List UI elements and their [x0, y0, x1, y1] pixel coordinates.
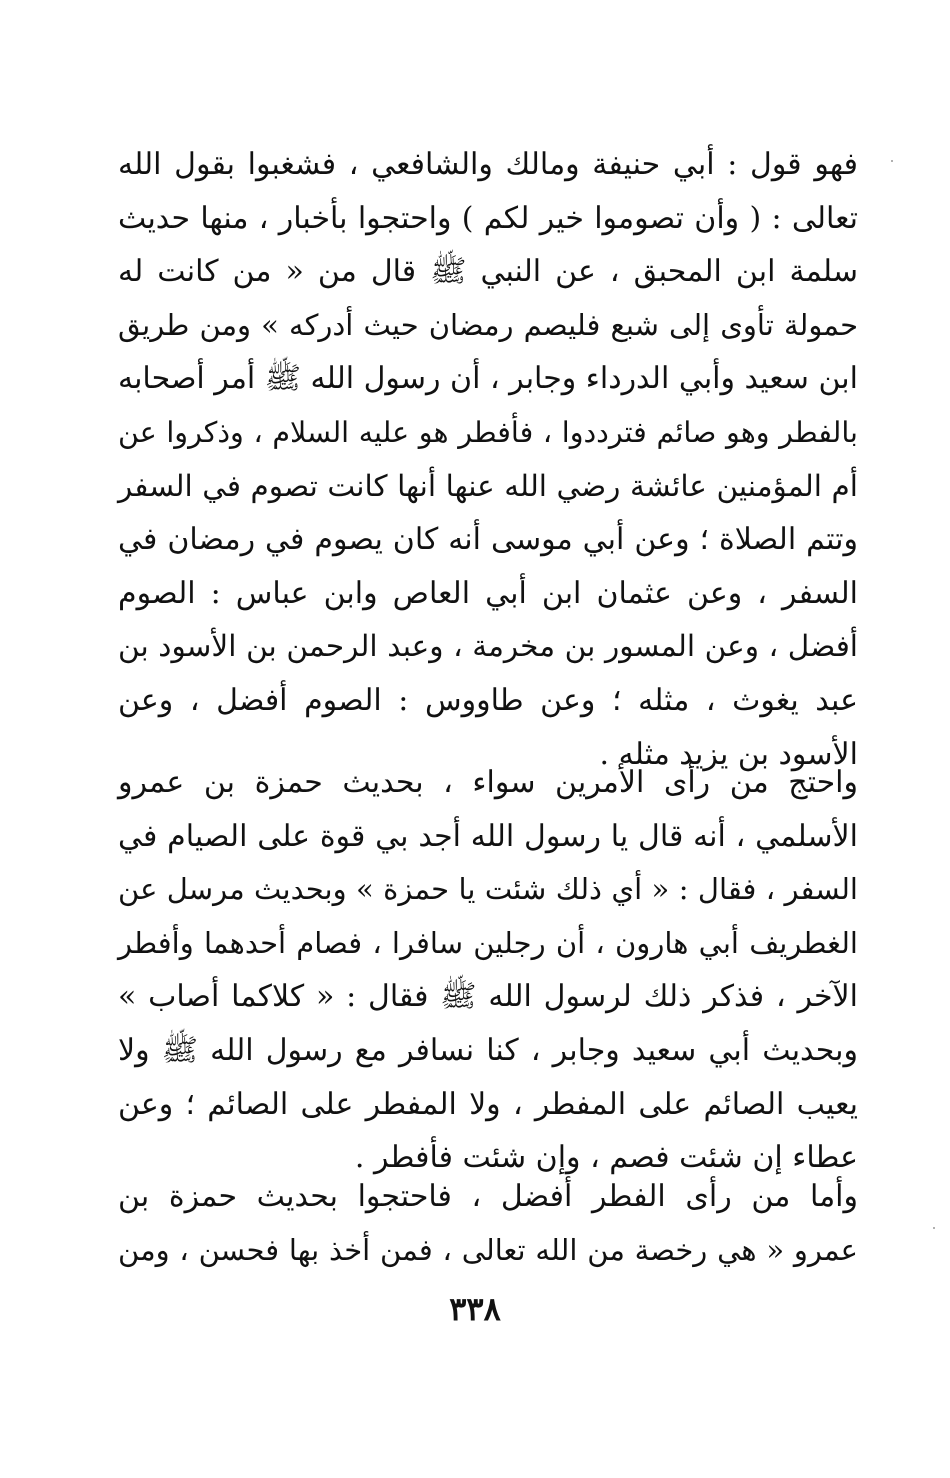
paragraph-2 [118, 756, 858, 1185]
page-number: ٣٣٨ [449, 1290, 501, 1328]
text-line: السفر ، وعن عثمان ابن أبي العاص وابن عباس : الصوم [118, 575, 858, 611]
paragraph-3 [118, 1170, 858, 1277]
text-line: الغطريف أبي هارون ، أن رجلين سافرا ، فصام أحدهما وأفطر [118, 925, 858, 960]
text-line: أم المؤمنين عائشة رضي الله عنها أنها كانت تصوم في السفر [118, 468, 858, 503]
text-line: وأما من رأى الفطر أفضل ، فاحتجوا بحديث حمزة بن [118, 1179, 858, 1214]
text-line: فهو قول : أبي حنيفة ومالك والشافعي ، فشغبوا بقول الله [118, 147, 858, 182]
scan-speck [933, 1227, 935, 1229]
paragraph-1 [118, 138, 858, 781]
text-line: سلمة ابن المحبق ، عن النبي ﷺ قال من « من كانت له [118, 254, 858, 290]
text-line: وبحديث أبي سعيد وجابر ، كنا نسافر مع رسول الله ﷺ ولا [118, 1032, 858, 1068]
text-line: عطاء إن شئت فصم ، وإن شئت فأفطر . [354, 1140, 858, 1176]
text-line: يعيب الصائم على المفطر ، ولا المفطر على الصائم ؛ وعن [118, 1086, 858, 1122]
text-line: ابن سعيد وأبي الدرداء وجابر ، أن رسول الله ﷺ أمر أصحابه [118, 361, 858, 397]
text-line: الأسود بن يزيد مثله . [599, 736, 858, 772]
text-line: السفر ، فقال : « أي ذلك شئت يا حمزة » وبحديث مرسل عن [118, 872, 858, 907]
text-line: الأسلمي ، أنه قال يا رسول الله أجد بي قوة على الصيام في [118, 818, 858, 854]
text-line: عبد يغوث ، مثله ؛ وعن طاووس : الصوم أفضل ، وعن [118, 682, 858, 718]
text-line: حمولة تأوى إلى شبع فليصم رمضان حيث أدركه » ومن طريق [118, 307, 858, 342]
text-line: عمرو « هي رخصة من الله تعالى ، فمن أخذ بها فحسن ، ومن [118, 1232, 858, 1267]
text-line: وتتم الصلاة ؛ وعن أبي موسى أنه كان يصوم في رمضان في [118, 522, 858, 558]
text-line: تعالى : ( وأن تصوموا خير لكم ) واحتجوا بأخبار ، منها حديث [118, 200, 858, 236]
scan-speck [891, 160, 893, 162]
text-line: بالفطر وهو صائم فترددوا ، فأفطر هو عليه السلام ، وذكروا عن [118, 415, 858, 449]
text-line: الآخر ، فذكر ذلك لرسول الله ﷺ فقال : « كلاكما أصاب » [118, 979, 858, 1015]
text-line: واحتج من رأى الأمرين سواء ، بحديث حمزة بن عمرو [118, 765, 858, 800]
text-line: أفضل ، وعن المسور بن مخرمة ، وعبد الرحمن بن الأسود بن [118, 629, 858, 664]
